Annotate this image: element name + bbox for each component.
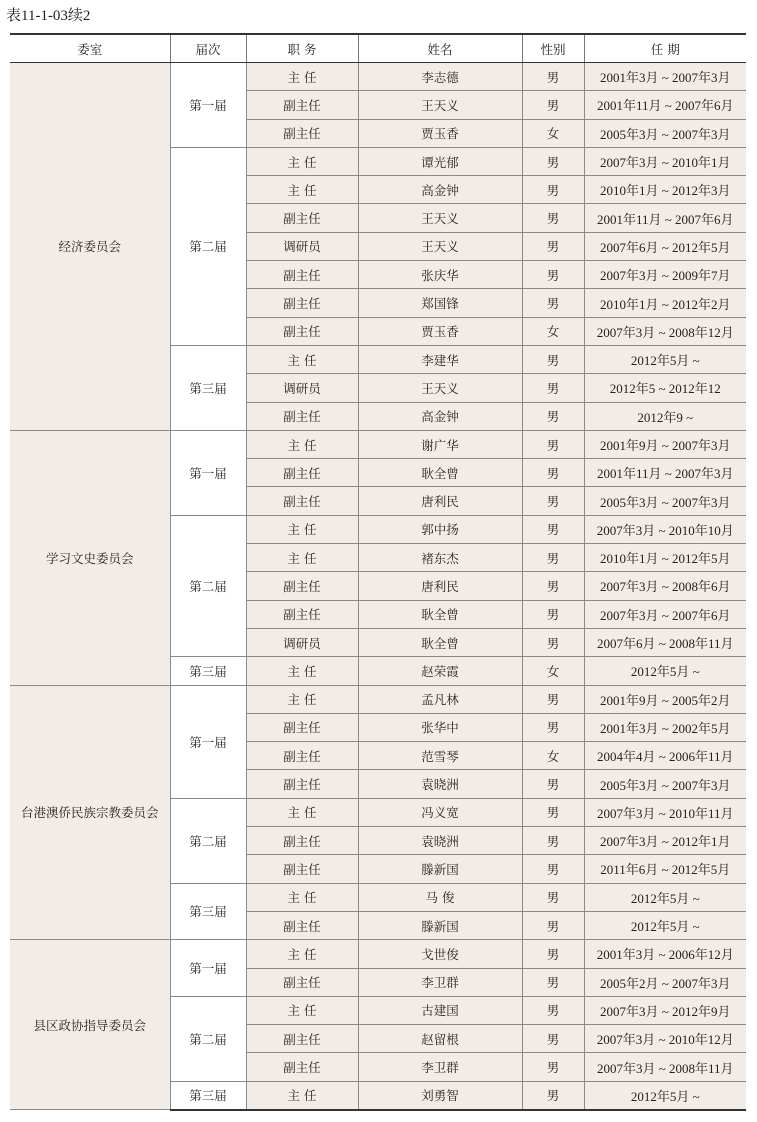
position-cell: 主 任	[246, 147, 358, 175]
person-name-cell: 耿全曾	[358, 628, 522, 656]
person-name-cell: 古建国	[358, 996, 522, 1024]
gender-cell: 男	[522, 402, 584, 430]
period-cell: 2005年3月 ~ 2007年3月	[584, 487, 746, 515]
gender-cell: 男	[522, 430, 584, 458]
period-cell: 2010年1月 ~ 2012年2月	[584, 289, 746, 317]
term-label: 第三届	[170, 1081, 246, 1110]
term-label: 第二届	[170, 515, 246, 656]
person-name-cell: 谭光郁	[358, 147, 522, 175]
period-cell: 2001年9月 ~ 2005年2月	[584, 685, 746, 713]
person-name-cell: 郑国锋	[358, 289, 522, 317]
position-cell: 主 任	[246, 63, 358, 91]
period-cell: 2004年4月 ~ 2006年11月	[584, 742, 746, 770]
person-name-cell: 滕新国	[358, 911, 522, 939]
position-cell: 副主任	[246, 1053, 358, 1081]
position-cell: 主 任	[246, 657, 358, 685]
gender-cell: 男	[522, 685, 584, 713]
position-cell: 副主任	[246, 261, 358, 289]
person-name-cell: 王天义	[358, 204, 522, 232]
gender-cell: 男	[522, 940, 584, 968]
gender-cell: 男	[522, 713, 584, 741]
gender-cell: 男	[522, 855, 584, 883]
position-cell: 副主任	[246, 317, 358, 345]
period-cell: 2012年5月 ~	[584, 883, 746, 911]
roster-table-wrapper	[10, 33, 746, 1111]
gender-cell: 男	[522, 883, 584, 911]
roster-body	[10, 63, 746, 1110]
position-cell: 副主任	[246, 572, 358, 600]
period-cell: 2001年11月 ~ 2007年3月	[584, 459, 746, 487]
position-cell: 副主任	[246, 487, 358, 515]
period-cell: 2007年3月 ~ 2012年1月	[584, 827, 746, 855]
person-name-cell: 耿全曾	[358, 600, 522, 628]
position-cell: 主 任	[246, 345, 358, 373]
table-row	[10, 430, 746, 458]
person-name-cell: 赵留根	[358, 1025, 522, 1053]
term-label: 第二届	[170, 996, 246, 1081]
table-caption: 表11-1-03续2	[6, 8, 91, 24]
position-cell: 副主任	[246, 713, 358, 741]
period-cell: 2001年3月 ~ 2006年12月	[584, 940, 746, 968]
period-cell: 2001年3月 ~ 2002年5月	[584, 713, 746, 741]
position-cell: 主 任	[246, 883, 358, 911]
term-label: 第三届	[170, 883, 246, 940]
gender-cell: 女	[522, 119, 584, 147]
person-name-cell: 戈世俊	[358, 940, 522, 968]
position-cell: 副主任	[246, 204, 358, 232]
person-name-cell: 王天义	[358, 232, 522, 260]
position-cell: 副主任	[246, 289, 358, 317]
gender-cell: 男	[522, 968, 584, 996]
person-name-cell: 张庆华	[358, 261, 522, 289]
period-cell: 2001年11月 ~ 2007年6月	[584, 91, 746, 119]
person-name-cell: 郭中扬	[358, 515, 522, 543]
term-label: 第一届	[170, 940, 246, 997]
roster-table	[10, 33, 746, 1111]
person-name-cell: 王天义	[358, 374, 522, 402]
gender-cell: 女	[522, 317, 584, 345]
person-name-cell: 马 俊	[358, 883, 522, 911]
period-cell: 2010年1月 ~ 2012年3月	[584, 176, 746, 204]
period-cell: 2001年9月 ~ 2007年3月	[584, 430, 746, 458]
person-name-cell: 孟凡林	[358, 685, 522, 713]
period-cell: 2007年3月 ~ 2010年12月	[584, 1025, 746, 1053]
header-gender: 性别	[522, 34, 584, 63]
person-name-cell: 唐利民	[358, 572, 522, 600]
term-label: 第二届	[170, 798, 246, 883]
person-name-cell: 唐利民	[358, 487, 522, 515]
term-label: 第三届	[170, 345, 246, 430]
period-cell: 2001年11月 ~ 2007年6月	[584, 204, 746, 232]
person-name-cell: 褚东杰	[358, 544, 522, 572]
table-row	[10, 63, 746, 91]
position-cell: 副主任	[246, 459, 358, 487]
person-name-cell: 谢广华	[358, 430, 522, 458]
position-cell: 主 任	[246, 176, 358, 204]
period-cell: 2005年3月 ~ 2007年3月	[584, 119, 746, 147]
person-name-cell: 范雪琴	[358, 742, 522, 770]
term-label: 第三届	[170, 657, 246, 685]
gender-cell: 男	[522, 289, 584, 317]
period-cell: 2012年5月 ~	[584, 345, 746, 373]
gender-cell: 男	[522, 459, 584, 487]
committee-name: 经济委员会	[10, 63, 170, 431]
period-cell: 2007年3月 ~ 2008年6月	[584, 572, 746, 600]
gender-cell: 男	[522, 232, 584, 260]
term-label: 第一届	[170, 430, 246, 515]
period-cell: 2007年6月 ~ 2008年11月	[584, 628, 746, 656]
position-cell: 副主任	[246, 770, 358, 798]
position-cell: 副主任	[246, 600, 358, 628]
person-name-cell: 贾玉香	[358, 317, 522, 345]
person-name-cell: 贾玉香	[358, 119, 522, 147]
gender-cell: 男	[522, 911, 584, 939]
gender-cell: 男	[522, 147, 584, 175]
period-cell: 2001年3月 ~ 2007年3月	[584, 63, 746, 91]
person-name-cell: 高金钟	[358, 402, 522, 430]
gender-cell: 男	[522, 770, 584, 798]
table-row	[10, 940, 746, 968]
gender-cell: 男	[522, 487, 584, 515]
position-cell: 副主任	[246, 855, 358, 883]
gender-cell: 男	[522, 515, 584, 543]
gender-cell: 男	[522, 91, 584, 119]
position-cell: 副主任	[246, 742, 358, 770]
term-label: 第二届	[170, 147, 246, 345]
position-cell: 副主任	[246, 91, 358, 119]
period-cell: 2005年2月 ~ 2007年3月	[584, 968, 746, 996]
period-cell: 2012年5月 ~	[584, 657, 746, 685]
period-cell: 2012年5 ~ 2012年12	[584, 374, 746, 402]
committee-name: 学习文史委员会	[10, 430, 170, 685]
position-cell: 副主任	[246, 402, 358, 430]
person-name-cell: 李建华	[358, 345, 522, 373]
person-name-cell: 李卫群	[358, 1053, 522, 1081]
period-cell: 2007年6月 ~ 2012年5月	[584, 232, 746, 260]
position-cell: 主 任	[246, 940, 358, 968]
position-cell: 副主任	[246, 827, 358, 855]
person-name-cell: 李卫群	[358, 968, 522, 996]
gender-cell: 男	[522, 628, 584, 656]
person-name-cell: 袁晓洲	[358, 770, 522, 798]
period-cell: 2010年1月 ~ 2012年5月	[584, 544, 746, 572]
period-cell: 2007年3月 ~ 2009年7月	[584, 261, 746, 289]
term-label: 第一届	[170, 63, 246, 148]
position-cell: 调研员	[246, 628, 358, 656]
gender-cell: 女	[522, 742, 584, 770]
person-name-cell: 高金钟	[358, 176, 522, 204]
position-cell: 主 任	[246, 515, 358, 543]
gender-cell: 男	[522, 544, 584, 572]
gender-cell: 男	[522, 1025, 584, 1053]
header-name: 姓名	[358, 34, 522, 63]
header-period: 任 期	[584, 34, 746, 63]
person-name-cell: 张华中	[358, 713, 522, 741]
position-cell: 主 任	[246, 430, 358, 458]
gender-cell: 男	[522, 63, 584, 91]
gender-cell: 男	[522, 827, 584, 855]
gender-cell: 男	[522, 374, 584, 402]
gender-cell: 男	[522, 1081, 584, 1110]
period-cell: 2007年3月 ~ 2010年11月	[584, 798, 746, 826]
position-cell: 副主任	[246, 968, 358, 996]
header-row	[10, 34, 746, 63]
position-cell: 副主任	[246, 119, 358, 147]
gender-cell: 男	[522, 176, 584, 204]
period-cell: 2012年9 ~	[584, 402, 746, 430]
term-label: 第一届	[170, 685, 246, 798]
gender-cell: 男	[522, 345, 584, 373]
gender-cell: 男	[522, 261, 584, 289]
position-cell: 主 任	[246, 1081, 358, 1110]
position-cell: 调研员	[246, 374, 358, 402]
gender-cell: 女	[522, 657, 584, 685]
gender-cell: 男	[522, 1053, 584, 1081]
period-cell: 2005年3月 ~ 2007年3月	[584, 770, 746, 798]
position-cell: 主 任	[246, 685, 358, 713]
header-term: 届次	[170, 34, 246, 63]
position-cell: 调研员	[246, 232, 358, 260]
person-name-cell: 王天义	[358, 91, 522, 119]
person-name-cell: 滕新国	[358, 855, 522, 883]
period-cell: 2007年3月 ~ 2007年6月	[584, 600, 746, 628]
committee-name: 县区政协指导委员会	[10, 940, 170, 1110]
gender-cell: 男	[522, 204, 584, 232]
period-cell: 2007年3月 ~ 2012年9月	[584, 996, 746, 1024]
period-cell: 2007年3月 ~ 2010年10月	[584, 515, 746, 543]
period-cell: 2007年3月 ~ 2010年1月	[584, 147, 746, 175]
person-name-cell: 耿全曾	[358, 459, 522, 487]
position-cell: 副主任	[246, 1025, 358, 1053]
gender-cell: 男	[522, 600, 584, 628]
period-cell: 2012年5月 ~	[584, 1081, 746, 1110]
position-cell: 副主任	[246, 911, 358, 939]
person-name-cell: 李志德	[358, 63, 522, 91]
gender-cell: 男	[522, 996, 584, 1024]
person-name-cell: 冯义宽	[358, 798, 522, 826]
gender-cell: 男	[522, 798, 584, 826]
table-row	[10, 685, 746, 713]
period-cell: 2011年6月 ~ 2012年5月	[584, 855, 746, 883]
period-cell: 2007年3月 ~ 2008年12月	[584, 317, 746, 345]
committee-name: 台港澳侨民族宗教委员会	[10, 685, 170, 940]
position-cell: 主 任	[246, 798, 358, 826]
person-name-cell: 赵荣霞	[358, 657, 522, 685]
header-position: 职 务	[246, 34, 358, 63]
position-cell: 主 任	[246, 996, 358, 1024]
header-committee: 委室	[10, 34, 170, 63]
person-name-cell: 袁晓洲	[358, 827, 522, 855]
position-cell: 主 任	[246, 544, 358, 572]
gender-cell: 男	[522, 572, 584, 600]
person-name-cell: 刘勇智	[358, 1081, 522, 1110]
period-cell: 2007年3月 ~ 2008年11月	[584, 1053, 746, 1081]
period-cell: 2012年5月 ~	[584, 911, 746, 939]
